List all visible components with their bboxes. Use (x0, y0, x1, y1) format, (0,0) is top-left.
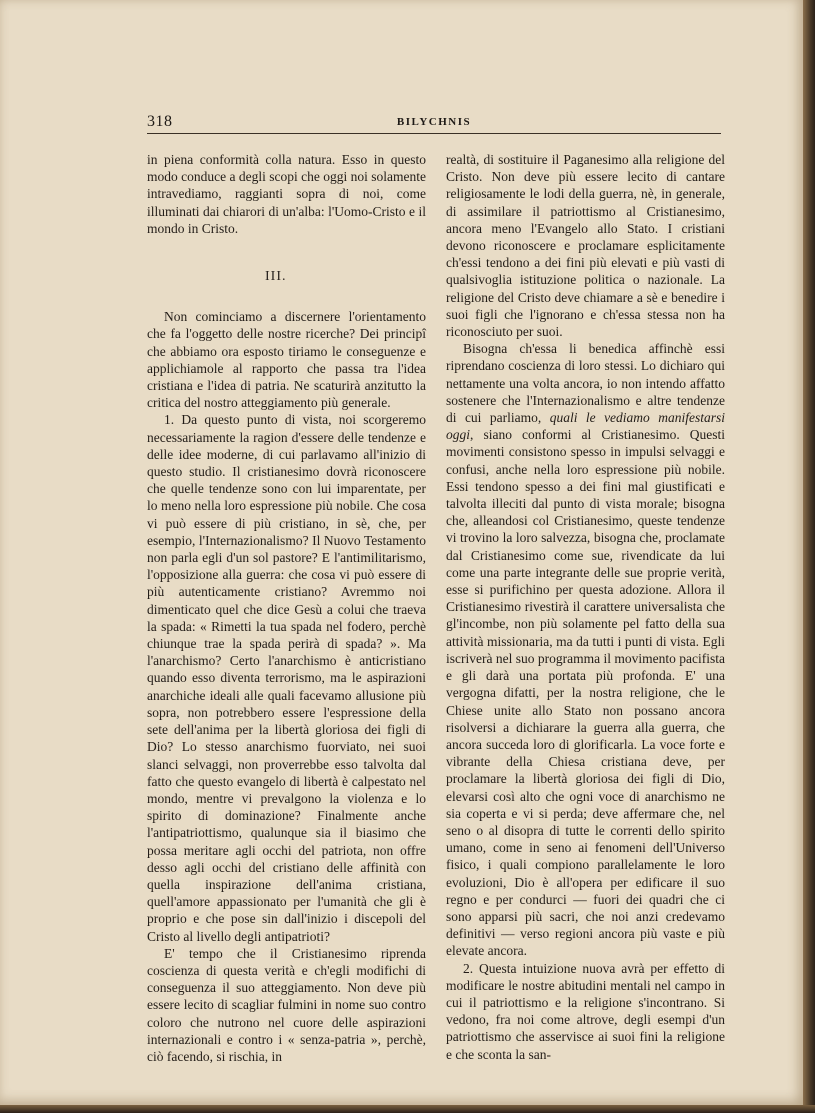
section-heading: III. (265, 269, 287, 285)
page-edge-bottom (0, 1105, 815, 1113)
paragraph: 1. Da questo punto di vista, noi scorgeremo necessariamente la ragion d'essere delle tendenze e delle idee moderne, di cui parlavamo all'inizio di questo studio. Il cristianesimo dovrà riconoscere che quelle tendenze sono con lui imparentate, per lo meno nella loro espressione più nobile. Che cosa vi può essere di più cristiano, in sè, che, per esempio, l'Internazionalismo? Il Nuovo Testamento non parla egli d'un sol pastore? E l'antimilitarismo, l'opposizione alla guerra: che cosa vi può essere di più autenticamente cristiano? Avremmo noi dimenticato quel che dice Gesù a colui che traeva la spada: « Rimetti la tua spada nel fodero, perchè chiunque trae la spada perirà di spada? ». Ma l'anarchismo? Certo l'anarchismo è anticristiano quando esso diventa terrorismo, ma le aspirazioni anarchiche ideali alle quali facevamo allusione più sopra, non potrebbero essere l'espressione della sete dell'anima per la libertà gloriosa dei figli di Dio? Lo stesso anarchismo fuorviato, nei suoi slanci selvaggi, non proverrebbe esso talvolta dal fatto che questo evangelo di libertà è calpestato nel mondo, mentre vi prevalgono la violenza e lo spirito di dominazione? Finalmente anche l'antipatriottismo, qualunque sia il biasimo che possa meritare agli occhi del patriota, non offre desso agli occhi del cristiano delle affinità con quella inspirazione dell'anima cristiana, quell'amore appassionato per l'umanità che gli è proprio e che pose sin dall'inizio i discepoli del Cristo al livello degli antipatrioti? (147, 412, 426, 944)
paragraph: in piena conformità colla natura. Esso in questo modo conduce a degli scopi che oggi noi solamente intravediamo, raggianti sopra di noi, come illuminati dai chiarori di un'alba: l'Uomo-Cristo e il mondo in Cristo. (147, 152, 426, 236)
left-column (147, 151, 426, 1065)
page-number: 318 (147, 113, 173, 130)
page-edge-right (803, 0, 815, 1113)
italic-phrase: quali le vediamo manifestarsi oggi (446, 410, 725, 443)
paragraph (446, 340, 725, 959)
paragraph: 2. Questa intuizione nuova avrà per effetto di modificare le nostre abitudini mentali nel campo in cui il patriottismo e la religione s'incontrano. Si vedono, fra noi come altrove, degli esempi d'un patriottismo che asservisce ai suoi fini la religione e che sconta la san- (446, 960, 725, 1062)
running-head: BILYCHNIS (396, 116, 472, 128)
paragraph: Non cominciamo a discernere l'orientamento che fa l'oggetto delle nostre ricerche? Dei principî che abbiamo ora esposto tiriamo le conseguenze e applichiamole al rapporto che passa tra l'idea cristiana e l'idea di patria. Ne scaturirà anzitutto la critica del nostro atteggiamento più generale. (147, 309, 426, 411)
paragraph-text: , siano conformi al Cristianesimo. Questi movimenti consistono spesso in impulsi selvaggi e confusi, anche nella loro espressione più nobile. Essi tendono spesso a dei fini mal giustificati e talvolta illeciti dal punto di vista morale; bisogna che, alleandosi col Cristianesimo, queste tendenze vi trovino la loro salvezza, bisogna che, proclamate dal Cristianesimo come sue, rivendicate da lui come una parte integrante delle sue proprie verità, esse si purifichino per questa adozione. Allora il Cristianesimo rivestirà il carattere universalista che gl'incombe, non più solamente pel fatto della sua attività missionaria, ma da tutti i punti di vista. Egli iscriverà nel suo programma il movimento pacifista e gli darà una portata più profonda. E' una vergogna difatti, per la nostra religione, che le Chiese unite allo Stato non possano ancora risolversi a dichiarare la guerra alla guerra, che ancora succeda loro di glorificarla. La voce forte e vibrante della Chiesa cristiana deve, per proclamare la libertà gloriosa dei figli di Dio, elevarsi così alto che ogni voce di anarchismo ne sia coperta e vi si perda; deve affermare che, nel seno o al disopra di tutte le correnti dello spirito umano, come in seno ai fenomeni dell'Universo fisico, i quali compiono parallelamente le loro evoluzioni, Dio è all'opera per edificare il suo regno e per condurci — fuori dei quadri che ci sono apparsi più sacri, che noi anzi credevamo definitivi — verso regioni ancora più vaste e più elevate ancora. (446, 427, 725, 959)
right-column (446, 151, 725, 1063)
paragraph-text: Bisogna ch'essa li benedica affinchè essi riprendano coscienza di loro stessi. Lo dichiaro qui nettamente una volta ancora, io non intendo affatto sostenere che l'Internazionalismo e altre tendenze di cui parliamo, (446, 341, 725, 426)
paragraph: realtà, di sostituire il Paganesimo alla religione del Cristo. Non deve più essere lecito di cantare religiosamente le lodi della guerra, nè, in generale, di assimilare il patriottismo al Cristianesimo, ancora meno l'Evangelo allo Stato. I cristiani devono riconoscere e proclamare esplicitamente ch'essi tendono a dei fini più elevati e più vasti di qualsivoglia istituzione politica o nazionale. La religione del Cristo deve chiamare a sè e benedire i suoi figli che l'ignorano e ch'essa stessa non ha riconosciuto per suoi. (446, 152, 725, 340)
paragraph: E' tempo che il Cristianesimo riprenda coscienza di questa verità e ch'egli modifichi di conseguenza il suo atteggiamento. Non deve più essere lecito di scagliar fulmini in nome suo contro coloro che nutrono nel cuore delle aspirazioni internazionali e contro i « senza-patria », perchè, ciò facendo, si rischia, in (147, 945, 426, 1064)
page-header (147, 113, 721, 134)
